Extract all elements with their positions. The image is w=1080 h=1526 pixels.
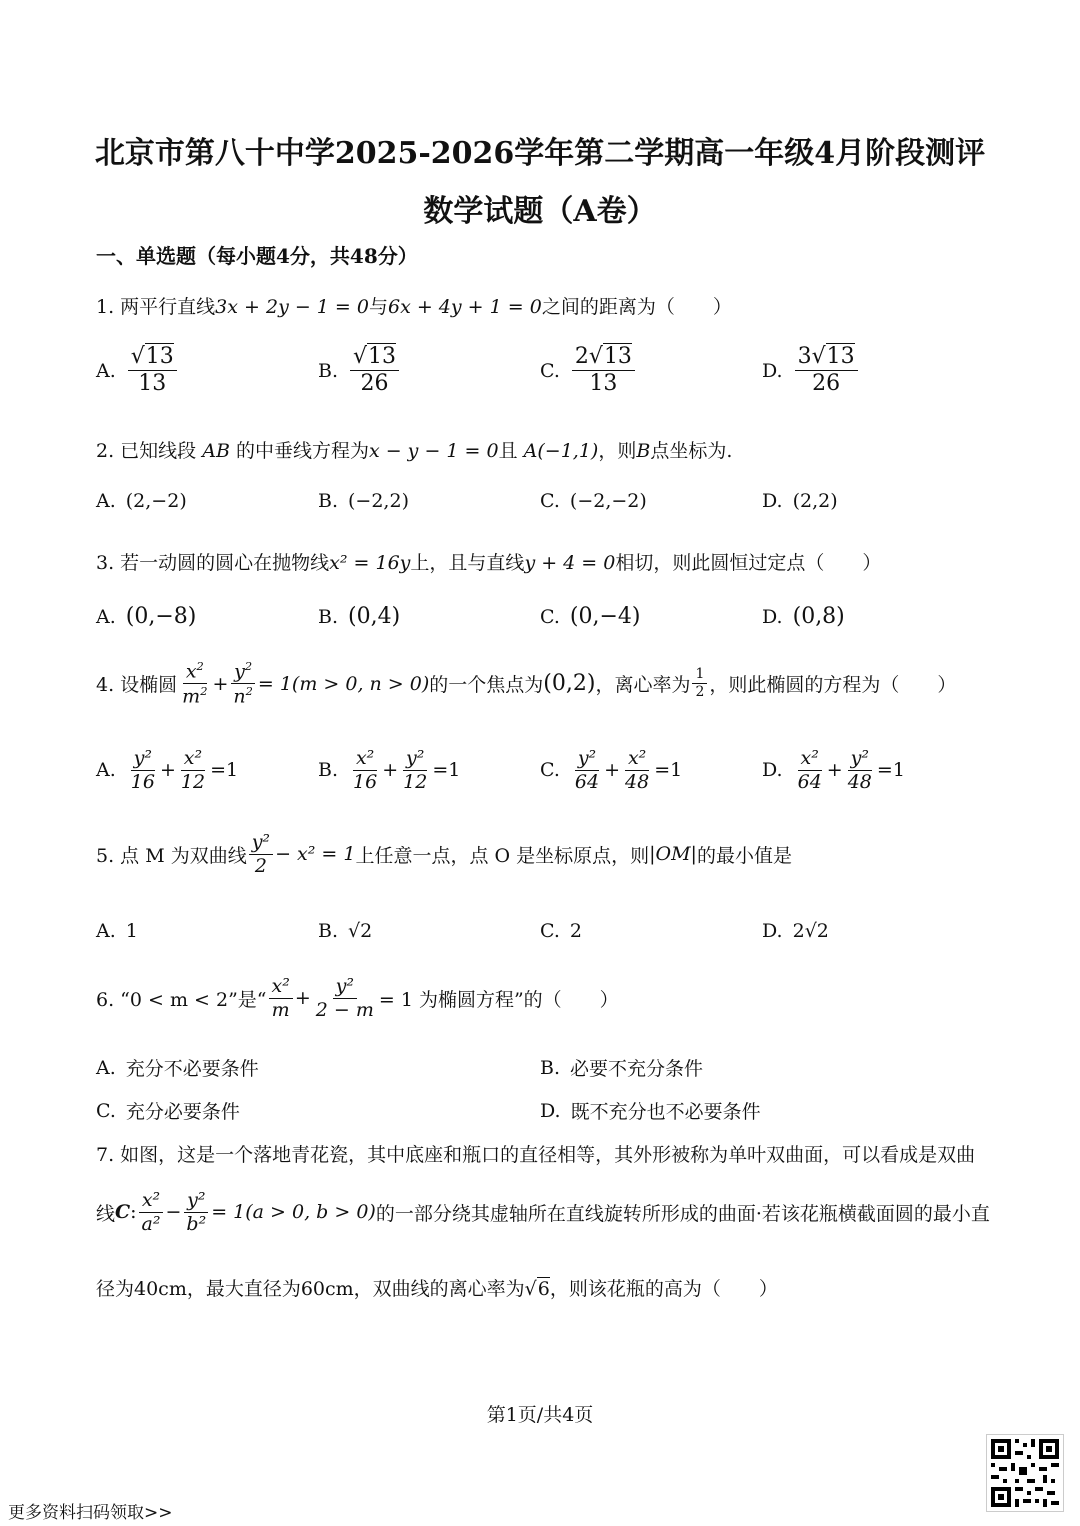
- exam-title-line1: 北京市第八十中学2025-2026学年第二学期高一年级4月阶段测评: [94, 136, 986, 171]
- q4-option-c: C. $\frac{\text{y²}}{64}$ + $\frac{\text{x²}}{48}$ =1: [540, 747, 683, 793]
- q6-option-d: D. 既不充分也不必要条件: [540, 1099, 761, 1123]
- q1-option-b: B. $\frac{√13}{26}$: [318, 345, 401, 396]
- q2-option-d: D. (2,2): [762, 490, 838, 512]
- q1-option-a: A. $\frac{√13}{13}$: [96, 345, 179, 396]
- q4-option-d: D. $\frac{\text{x²}}{64}$ + $\frac{\text{y²}}{48}$ =1: [762, 747, 905, 793]
- question-5: 5. 点 M 为双曲线 $\frac{\text{y²}}{2}$ − x² = 1 上任意一点，点 O 是坐标原点，则 |OM| 的最小值是: [96, 831, 792, 877]
- q6-option-b: B. 必要不充分条件: [540, 1056, 704, 1080]
- section-heading: 一、单选题（每小题4分，共48分）: [96, 244, 418, 268]
- q2-option-a: A. (2,−2): [96, 490, 187, 512]
- question-7-line-1: 7. 如图，这是一个落地青花瓷，其中底座和瓶口的直径相等，其外形被称为单叶双曲面，可以看成是双曲: [96, 1144, 976, 1166]
- q1-option-d: D. $\frac{3√13}{26}$: [762, 345, 860, 396]
- qr-code-icon[interactable]: [986, 1434, 1064, 1512]
- exam-title-line2: 数学试题（A卷）: [423, 194, 657, 229]
- q3-option-c: C. (0,−4): [540, 604, 641, 629]
- q5-option-d: D. 2√2: [762, 920, 829, 942]
- qr-code-graphic: [987, 1435, 1063, 1511]
- q5-option-c: C. 2: [540, 920, 582, 942]
- q6-option-c: C. 充分必要条件: [96, 1099, 240, 1123]
- question-7-line-2: 线 C : $\frac{\text{x²}}{\text{a²}}$ − $\frac{\text{y²}}{\text{b²}}$ = 1(a > 0, b > 0) 的一部分绕其虚轴所在直线旋转所形成的曲面·若该花瓶横截面圆的最小直: [96, 1189, 990, 1235]
- q4-option-a: A. $\frac{\text{y²}}{16}$ + $\frac{\text{x²}}{12}$ =1: [96, 747, 239, 793]
- q2-option-c: C. (−2,−2): [540, 490, 647, 512]
- q3-option-b: B. (0,4): [318, 604, 401, 629]
- question-4: 4. 设椭圆 $\frac{x^2}{m^2}$ + $\frac{y^2}{n^2}$ = 1(m > 0, n > 0) 的一个焦点为 (0,2) ，离心率为 $\frac{1}{2}$ ，则此椭圆的方程为（ ）: [96, 659, 957, 708]
- page-number: 第1页/共4页: [486, 1404, 594, 1426]
- q1-option-c: C. $\frac{2√13}{13}$: [540, 345, 637, 396]
- q3-option-d: D. (0,8): [762, 604, 845, 629]
- more-resources-link[interactable]: 更多资料扫码领取>>: [8, 1503, 173, 1523]
- q6-option-a: A. 充分不必要条件: [96, 1056, 259, 1080]
- question-3: 3. 若一动圆的圆心在抛物线x² = 16y上，且与直线y + 4 = 0相切，则此圆恒过定点（ ）: [96, 552, 882, 574]
- question-6: 6. “0 < m < 2”是“ $\frac{\text{x²}}{m}$ + $\frac{\text{y²}}{2 - m}$ = 1 为椭圆方程”的（ ）: [96, 975, 619, 1021]
- question-7-line-3: 径为40cm，最大直径为60cm，双曲线的离心率为√6，则该花瓶的高为（ ）: [96, 1278, 778, 1300]
- q2-option-b: B. (−2,2): [318, 490, 409, 512]
- question-2: 2. 已知线段 AB 的中垂线方程为x − y − 1 = 0且 A(−1,1)，则B点坐标为.: [96, 440, 733, 462]
- q5-option-b: B. √2: [318, 920, 373, 942]
- question-1: 1. 两平行直线3x + 2y − 1 = 0与6x + 4y + 1 = 0之间的距离为（ ）: [96, 296, 732, 318]
- q3-option-a: A. (0,−8): [96, 604, 197, 629]
- q5-option-a: A. 1: [96, 920, 138, 942]
- q4-option-b: B. $\frac{\text{x²}}{16}$ + $\frac{\text{y²}}{12}$ =1: [318, 747, 461, 793]
